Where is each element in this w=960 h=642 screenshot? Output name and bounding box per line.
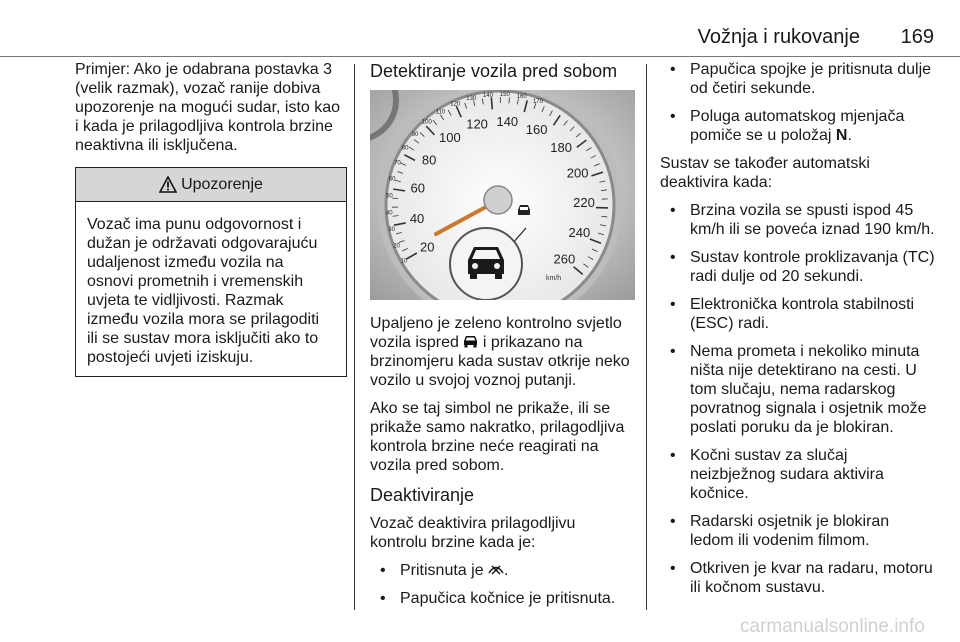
list-item: • Pritisnuta je . (370, 561, 635, 580)
column-divider (354, 64, 355, 610)
gauge-label: 20 (393, 243, 400, 250)
gauge-label: 20 (420, 239, 435, 255)
gauge-label: 180 (550, 139, 572, 155)
gauge-label: 100 (438, 130, 461, 146)
deactivation-list (370, 561, 635, 608)
list-item: • Papučica spojke je pritisnuta dulje od četiri sekunde. (660, 60, 935, 98)
section-heading: Detektiranje vozila pred sobom (370, 61, 618, 81)
column-divider (646, 64, 647, 610)
gauge-label: 110 (435, 109, 446, 116)
gauge-label: 70 (394, 160, 401, 167)
gauge-label: 220 (573, 195, 595, 211)
gauge-label: 130 (466, 95, 477, 102)
column-3 (660, 60, 935, 606)
gauge-label: 50 (386, 193, 393, 200)
list-item: • Elektronička kontrola stabilnosti (ESC) radi. (660, 295, 935, 333)
gauge-label: 140 (482, 92, 493, 99)
gauge-label: 160 (525, 121, 548, 137)
gear-position-n: N (835, 127, 848, 144)
vehicle-ahead-text: Upaljeno je zeleno kontrolno svjetlo vozila ispred (370, 315, 622, 351)
list-item: • Brzina vozila se spusti ispod 45 km/h ili se poveća iznad 190 km/h. (660, 201, 935, 239)
gauge-label: 150 (499, 92, 510, 99)
list-item: • Nema prometa i nekoliko minuta ništa nije detektirano na cesti. U tom slučaju, nema radarskog povratnog signala i osjetnik može poslati poruku da je blokiran. (660, 342, 935, 437)
list-item: • Papučica kočnice je pritisnuta. (370, 589, 635, 608)
gauge-label: 40 (385, 210, 393, 217)
column-1 (75, 60, 347, 377)
gauge-label: 100 (421, 119, 432, 126)
car-ahead-icon (463, 335, 478, 348)
vehicle-ahead-paragraph (370, 314, 635, 390)
gauge-label: 240 (568, 225, 591, 241)
page-header (0, 0, 960, 60)
warning-box (75, 167, 347, 377)
gauge-label: 80 (421, 152, 437, 168)
vehicle-ahead-text-cont: i prikazano na brzinomjeru kada sustav otkrije neko vozilo u svojoj voznoj putanji. (370, 334, 630, 389)
gauge-label: 200 (566, 165, 589, 181)
list-item: • Poluga automatskog mjenjača pomiče se u položaj N. (660, 107, 935, 145)
gauge-label: 260 (553, 251, 576, 267)
list-item: • Radarski osjetnik je blokiran ledom ili vodenim filmom. (660, 512, 935, 550)
needle-hub (484, 186, 512, 214)
auto-deactivation-list (660, 201, 935, 597)
small-car-ahead-icon (518, 205, 530, 215)
deactivation-list-cont (660, 60, 935, 145)
warning-header (76, 168, 346, 202)
gauge-tick (509, 97, 510, 103)
gauge-label: 40 (409, 210, 425, 226)
warning-triangle-icon (159, 176, 177, 193)
gauge-label: 10 (400, 258, 408, 265)
gauge-label: 60 (388, 176, 396, 183)
gauge-label: 120 (450, 101, 461, 108)
page-number: 169 (900, 26, 934, 48)
gauge-label: 140 (496, 113, 519, 129)
gauge-label: 80 (401, 145, 409, 152)
cruise-cancel-icon (488, 564, 504, 576)
gauge-label: 30 (388, 227, 395, 234)
section-title: Vožnja i rukovanje (697, 26, 860, 48)
header-rule (0, 56, 960, 57)
deactivation-heading: Deaktiviranje (370, 485, 475, 505)
speedometer-photo (370, 90, 635, 300)
warning-text: Vozač ima punu odgovornost i dužan je održavati odgovarajuću udaljenost između vozila na osnovi prometnih i vremenskih uvjeta te vidljivosti. Razmak između vozila mora se prilagoditi ili se sustav mora isključiti ako to postojeći uvjeti iziskuju. (87, 216, 320, 366)
list-item: • Sustav kontrole proklizavanja (TC) radi dulje od 20 sekundi. (660, 248, 935, 286)
gauge-label: 120 (466, 116, 488, 132)
gauge-label: 60 (410, 180, 425, 196)
list-item: • Otkriven je kvar na radaru, motoru ili kočnom sustavu. (660, 559, 935, 597)
gauge-label: 170 (532, 98, 543, 105)
warning-title: Upozorenje (181, 176, 263, 193)
gauge-tick (491, 97, 492, 109)
list-item: • Kočni sustav za slučaj neizbježnog sudara aktivira kočnice. (660, 446, 935, 503)
watermark: carmanualsonline.info (740, 616, 925, 637)
auto-deactivation-paragraph: Sustav se također automatski deaktivira kada: (660, 155, 870, 191)
column-2 (370, 60, 635, 617)
no-symbol-paragraph: Ako se taj simbol ne prikaže, ili se prikaže samo nakratko, prilagodljiva kontrola brzine neće reagirati na vozila pred sobom. (370, 400, 625, 474)
deactivation-intro: Vozač deaktivira prilagodljivu kontrolu brzine kada je: (370, 515, 576, 551)
gauge-label: 160 (516, 94, 527, 101)
speedometer-illustration (370, 90, 635, 300)
gauge-unit: km/h (546, 275, 562, 282)
gauge-label: 90 (411, 131, 419, 138)
intro-paragraph: Primjer: Ako je odabrana postavka 3 (velik razmak), vozač ranije dobiva upozorenje na mogući sudar, isto kao i kada je prilagodljiva kontrola brzine neaktivna ili isključena. (75, 61, 341, 154)
